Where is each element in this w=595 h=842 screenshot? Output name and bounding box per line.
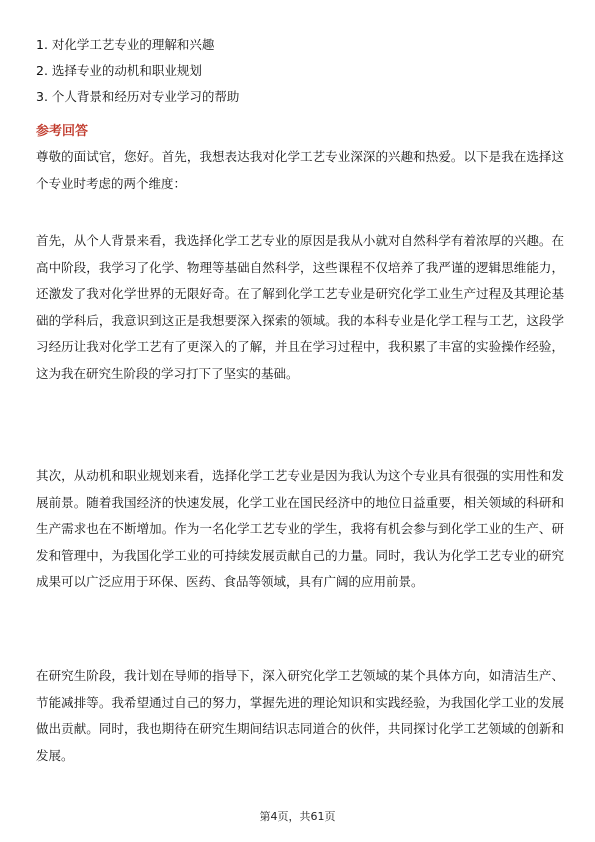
page-number-footer: 第4页，共61页	[259, 810, 336, 823]
answer-paragraph: 其次，从动机和职业规划来看，选择化学工艺专业是因为我认为这个专业具有很强的实用性和发展前景。随着我国经济的快速发展，化学工业在国民经济中的地位日益重要，相关领域的科研和生产需求也在不断增加。作为一名化学工艺专业的学生，我将有机会参与到化学工业的生产、研发和管理中，为我国化学工业的可持续发展贡献自己的力量。同时，我认为化学工艺专业的研究成果可以广泛应用于环保、医药、食品等领域，具有广阔的应用前景。	[36, 468, 564, 589]
reference-answer-heading: 参考回答	[36, 124, 89, 139]
list-item: 3. 个人背景和经历对专业学习的帮助	[36, 89, 240, 104]
answer-paragraph: 首先，从个人背景来看，我选择化学工艺专业的原因是我从小就对自然科学有着浓厚的兴趣。在高中阶段，我学习了化学、物理等基础自然科学，这些课程不仅培养了我严谨的逻辑思维能力，还激发了我对化学世界的无限好奇。在了解到化学工艺专业是研究化学工业生产过程及其理论基础的学科后，我意识到这正是我想要深入探索的领域。我的本科专业是化学工程与工艺，这段学习经历让我对化学工艺有了更深入的了解，并且在学习过程中，我积累了丰富的实验操作经验，这为我在研究生阶段的学习打下了坚实的基础。	[36, 233, 564, 381]
question-point-list	[36, 32, 556, 110]
list-item: 2. 选择专业的动机和职业规划	[36, 63, 202, 78]
answer-paragraph: 尊敬的面试官，您好。首先，我想表达我对化学工艺专业深深的兴趣和热爱。以下是我在选择这个专业时考虑的两个维度：	[36, 149, 564, 191]
answer-paragraph: 在研究生阶段，我计划在导师的指导下，深入研究化学工艺领域的某个具体方向，如清洁生产、节能减排等。我希望通过自己的努力，掌握先进的理论知识和实践经验，为我国化学工业的发展做出贡献。同时，我也期待在研究生期间结识志同道合的伙伴，共同探讨化学工艺领域的创新和发展。	[36, 668, 564, 763]
list-item: 1. 对化学工艺专业的理解和兴趣	[36, 37, 215, 52]
